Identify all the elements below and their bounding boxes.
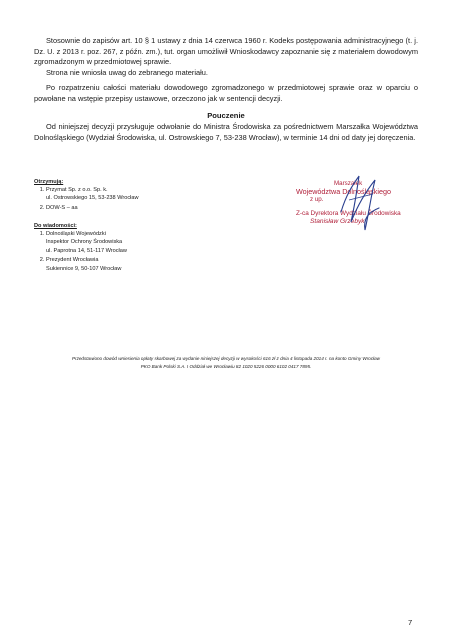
body-text	[34, 36, 418, 105]
footnote-line: Przedstawiono dowód wniesienia opłaty skarbowej za wydanie niniejszej decyzji w wysokości 616 zł z dnia 4 listopada 2014 r. na konto Gminy Wrocław	[71, 356, 381, 361]
stamp-line: z up.	[310, 196, 324, 203]
recipient-name: 2. DOW-S – aa	[46, 205, 78, 212]
cc-address: ul. Paprotna 14, 51-117 Wrocław	[46, 247, 127, 254]
page-number: 7	[408, 618, 413, 627]
list-item	[46, 230, 234, 255]
body-text-appeal	[34, 122, 418, 143]
recipient-address: ul. Ostrowskiego 15, 53-238 Wrocław	[46, 195, 139, 202]
cc-block	[34, 222, 234, 274]
cc-name: 1. Dolnośląski Wojewódzki	[46, 231, 106, 238]
stamp-line: Województwa Dolnośląskiego	[296, 187, 391, 196]
recipients-block	[34, 178, 234, 214]
section-heading-pouczenie: Pouczenie	[207, 111, 245, 120]
paragraph-conclusion: Po rozpatrzeniu całości materiału dowodowego zgromadzonego w przedmiotowej sprawie oraz w oparciu o powołane na wstępie przepisy ustawowe, orzeczono jak w sentencji decyzji.	[34, 83, 418, 103]
recipient-name: 1. Przymat Sp. z o.o. Sp. k.	[46, 187, 108, 194]
recipients-title: Otrzymują:	[34, 179, 64, 185]
footnote-line: PKO Bank Polski S.A. I Oddział we Wrocławiu 82 1020 5226 0000 6102 0417 7895.	[140, 363, 312, 369]
cc-name-cont: Inspektor Ochrony Środowiska	[46, 239, 123, 246]
fee-footnote	[34, 355, 418, 370]
stamp-line: Marszałek	[334, 180, 363, 187]
paragraph-no-remarks: Strona nie wniosła uwag do zebranego materiału.	[46, 67, 208, 77]
cc-name: 2. Prezydent Wrocławia	[46, 257, 99, 264]
stamp-line: Z-ca Dyrektora Wydziału Środowiska	[296, 210, 401, 217]
handwritten-signature	[335, 172, 385, 236]
list-item	[46, 204, 234, 212]
cc-title: Do wiadomości:	[34, 223, 77, 229]
stamp-line: Stanisław Grzebyk	[310, 218, 365, 225]
paragraph-procedure: Stosownie do zapisów art. 10 § 1 ustawy z dnia 14 czerwca 1960 r. Kodeks postępowania administracyjnego (t. j. Dz. U. z 2013 r. poz. 267, z późn. zm.), tut. organ umożliwił Wnioskodawcy zapoznanie się z materiałem dowodowym zgromadzonym w przedmiotowej sprawie.	[34, 36, 418, 67]
list-item	[46, 256, 234, 272]
list-item	[46, 186, 234, 202]
cc-address: Sukiennice 9, 50-107 Wrocław	[46, 265, 122, 272]
paragraph-appeal: Od niniejszej decyzji przysługuje odwołanie do Ministra Środowiska za pośrednictwem Marszałka Województwa Dolnośląskiego (Wydział Środowiska, ul. Ostrowskiego 7, 53-238 Wrocław), w terminie 14 dni od daty jej doręczenia.	[34, 122, 418, 142]
